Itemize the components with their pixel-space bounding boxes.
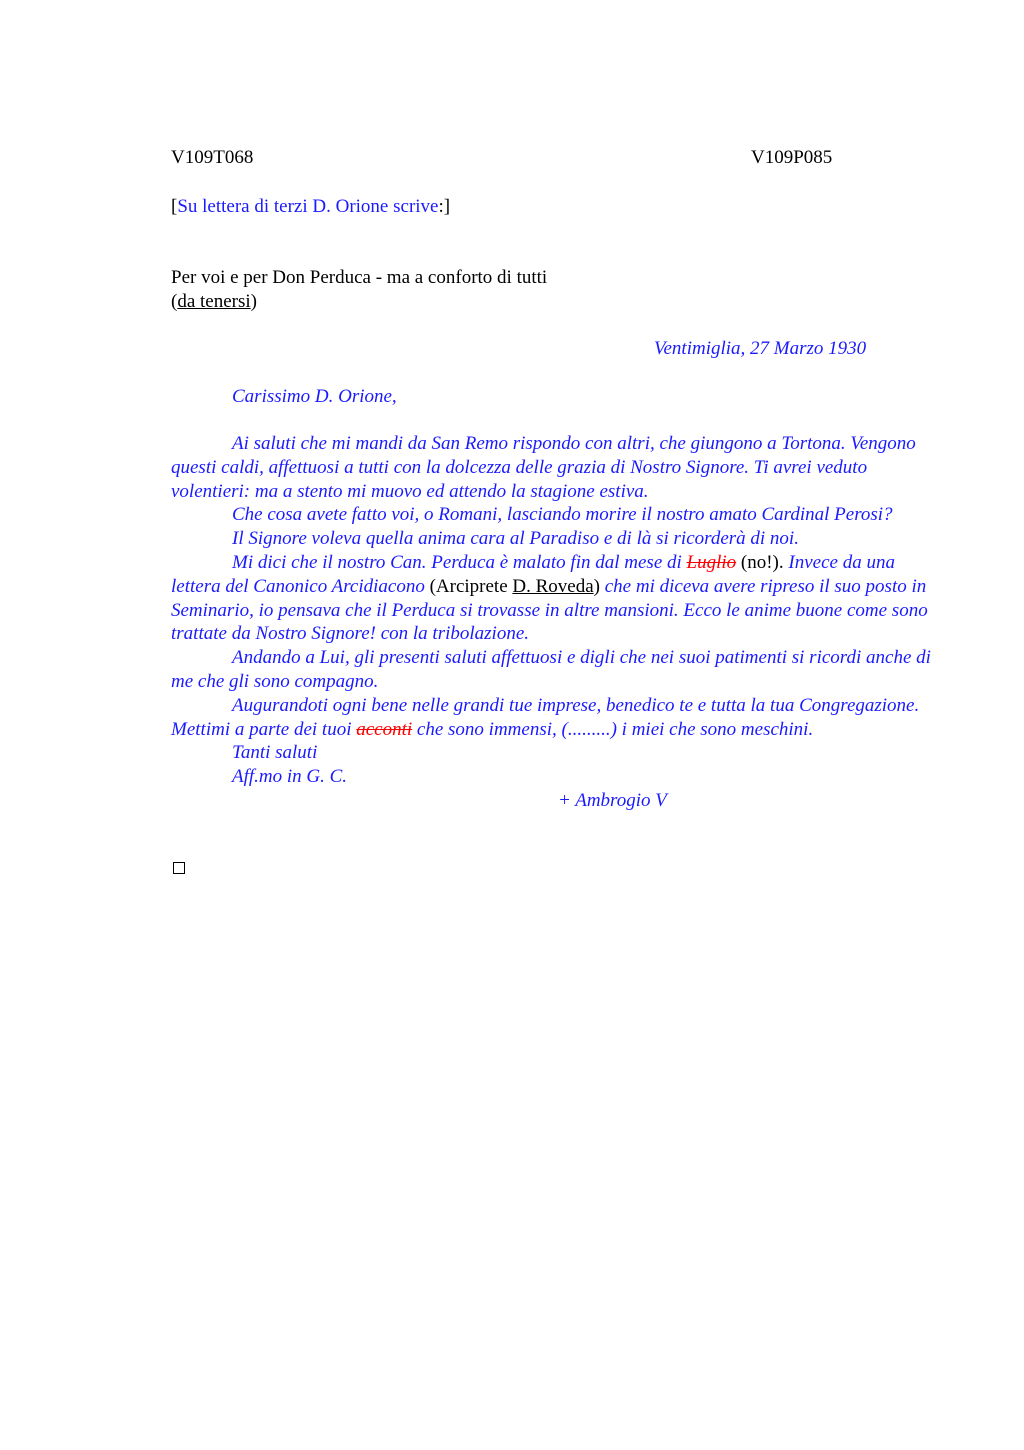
orione-note-open: ( xyxy=(171,291,178,312)
p4-text-b: Invece da una lettera del Canonico Arcidiacono xyxy=(171,551,895,597)
letter-body xyxy=(171,432,931,813)
orione-note-line2 xyxy=(171,290,257,314)
p4-paren-close: ) xyxy=(593,575,600,597)
editor-note-open: [ xyxy=(171,196,178,217)
p6-text-b: che sono immensi, (.........) i miei che sono meschini. xyxy=(412,718,814,740)
letter-paragraph-1: Ai saluti che mi mandi da San Remo rispondo con altri, che giungono a Tortona. Vengono questi caldi, affettuosi a tutti con la dolcezza delle grazia di Nostro Signore. Ti avrei veduto volentieri: ma a stento mi muovo ed attendo la stagione estiva. xyxy=(171,433,916,502)
letter-paragraph-5: Andando a Lui, gli presenti saluti affettuosi e digli che nei suoi patimenti si ricordi anche di me che gli sono compagno. xyxy=(171,647,931,692)
letter-paragraph-6 xyxy=(171,694,931,742)
letter-place-date: Ventimiglia, 27 Marzo 1930 xyxy=(654,338,867,359)
orione-note-underlined: da tenersi xyxy=(177,291,251,312)
p4-text-a: Mi dici che il nostro Can. Perduca è malato fin dal mese di xyxy=(232,551,687,573)
orione-note-close: ) xyxy=(250,291,257,312)
letter-salutation: Carissimo D. Orione, xyxy=(232,386,397,407)
letter-closing-1: Tanti saluti xyxy=(232,742,318,764)
editor-note-text: Su lettera di terzi D. Orione scrive xyxy=(177,196,439,217)
editor-note xyxy=(171,195,450,219)
p4-text-c: che mi diceva avere ripreso il suo posto in Seminario, io pensava che il Perduca si trovasse in altre mansioni. Ecco le anime buone come sono trattate da Nostro Signore! con la tribolazione. xyxy=(171,575,928,645)
p4-editor-note: (no!). xyxy=(736,551,789,573)
p6-deleted-word: acconti xyxy=(356,718,413,740)
document-code-right: V109P085 xyxy=(751,147,833,168)
orione-note-line1: Per voi e per Don Perduca - ma a conforto di tutti xyxy=(171,267,548,288)
document-code-left: V109T068 xyxy=(171,147,254,168)
p4-deleted-word: Luglio xyxy=(686,551,737,573)
p4-paren-open: (Arciprete xyxy=(429,575,513,597)
letter-signature: + Ambrogio V xyxy=(558,789,667,811)
p4-paren-name: D. Roveda xyxy=(512,575,594,597)
p6-text-a: Augurandoti ogni bene nelle grandi tue imprese, benedico te e tutta la tua Congregazione. Mettimi a parte dei tuoi xyxy=(171,694,920,740)
editor-note-close: :] xyxy=(438,196,451,217)
letter-paragraph-3: Il Signore voleva quella anima cara al Paradiso e di là si ricorderà di noi. xyxy=(232,528,799,550)
letter-paragraph-2: Che cosa avete fatto voi, o Romani, lasciando morire il nostro amato Cardinal Perosi? xyxy=(232,504,893,526)
end-box-icon xyxy=(173,862,185,874)
letter-paragraph-4 xyxy=(171,551,931,646)
letter-closing-2: Aff.mo in G. C. xyxy=(232,766,348,788)
